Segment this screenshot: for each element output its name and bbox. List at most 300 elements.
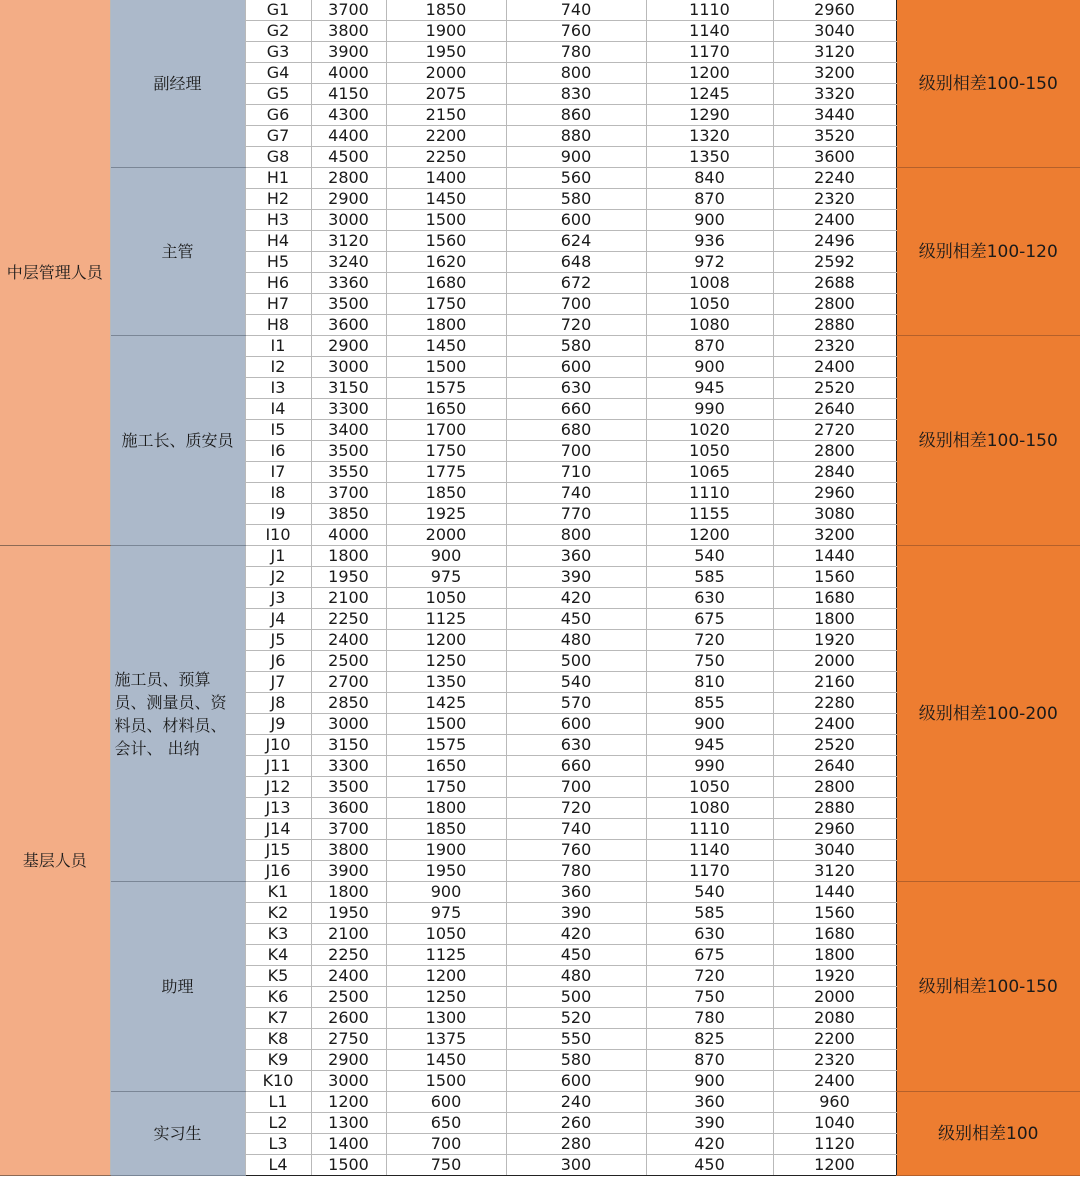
value-cell-3: 600 — [506, 357, 646, 378]
value-cell-3: 360 — [506, 882, 646, 903]
grade-cell: H6 — [245, 273, 311, 294]
value-cell-2: 1575 — [386, 735, 506, 756]
value-cell-3: 680 — [506, 420, 646, 441]
value-cell-2: 1200 — [386, 966, 506, 987]
value-cell-3: 880 — [506, 126, 646, 147]
value-cell-2: 1650 — [386, 399, 506, 420]
base-salary-cell: 3240 — [311, 252, 386, 273]
value-cell-2: 1750 — [386, 777, 506, 798]
base-salary-cell: 3700 — [311, 0, 386, 21]
base-salary-cell: 2400 — [311, 966, 386, 987]
value-cell-5: 1680 — [773, 924, 896, 945]
table-row — [0, 882, 1080, 903]
value-cell-5: 1200 — [773, 1155, 896, 1176]
base-salary-cell: 3700 — [311, 819, 386, 840]
grade-cell: K10 — [245, 1071, 311, 1092]
grade-cell: G7 — [245, 126, 311, 147]
grade-cell: G2 — [245, 21, 311, 42]
value-cell-3: 420 — [506, 588, 646, 609]
value-cell-2: 1500 — [386, 714, 506, 735]
value-cell-3: 300 — [506, 1155, 646, 1176]
value-cell-4: 1008 — [646, 273, 773, 294]
value-cell-5: 1680 — [773, 588, 896, 609]
value-cell-3: 800 — [506, 525, 646, 546]
grade-cell: G4 — [245, 63, 311, 84]
grade-cell: J12 — [245, 777, 311, 798]
value-cell-5: 1800 — [773, 945, 896, 966]
grade-cell: L4 — [245, 1155, 311, 1176]
value-cell-5: 3120 — [773, 861, 896, 882]
value-cell-4: 1350 — [646, 147, 773, 168]
value-cell-3: 390 — [506, 567, 646, 588]
value-cell-2: 2000 — [386, 63, 506, 84]
value-cell-3: 770 — [506, 504, 646, 525]
value-cell-4: 1110 — [646, 483, 773, 504]
value-cell-5: 2640 — [773, 756, 896, 777]
value-cell-3: 740 — [506, 483, 646, 504]
position-label: 实习生 — [110, 1092, 245, 1176]
grade-cell: J3 — [245, 588, 311, 609]
tier-label: 基层人员 — [0, 546, 110, 1176]
grade-difference-note: 级别相差100-150 — [896, 0, 1080, 168]
value-cell-2: 1560 — [386, 231, 506, 252]
value-cell-3: 450 — [506, 945, 646, 966]
value-cell-4: 720 — [646, 630, 773, 651]
base-salary-cell: 1950 — [311, 903, 386, 924]
position-label: 主管 — [110, 168, 245, 336]
value-cell-5: 2960 — [773, 819, 896, 840]
base-salary-cell: 3800 — [311, 21, 386, 42]
position-label: 施工员、预算员、测量员、资料员、材料员、会计、 出纳 — [110, 546, 245, 882]
table-row — [0, 546, 1080, 567]
value-cell-3: 660 — [506, 399, 646, 420]
value-cell-5: 2960 — [773, 0, 896, 21]
base-salary-cell: 2850 — [311, 693, 386, 714]
base-salary-cell: 3300 — [311, 756, 386, 777]
base-salary-cell: 2750 — [311, 1029, 386, 1050]
value-cell-5: 2240 — [773, 168, 896, 189]
grade-cell: I7 — [245, 462, 311, 483]
value-cell-3: 500 — [506, 987, 646, 1008]
base-salary-cell: 1800 — [311, 546, 386, 567]
value-cell-4: 990 — [646, 756, 773, 777]
grade-cell: K3 — [245, 924, 311, 945]
value-cell-3: 860 — [506, 105, 646, 126]
value-cell-5: 2800 — [773, 777, 896, 798]
grade-cell: H7 — [245, 294, 311, 315]
value-cell-2: 700 — [386, 1134, 506, 1155]
grade-cell: L2 — [245, 1113, 311, 1134]
base-salary-cell: 1200 — [311, 1092, 386, 1113]
base-salary-cell: 4000 — [311, 525, 386, 546]
value-cell-2: 2075 — [386, 84, 506, 105]
value-cell-3: 740 — [506, 819, 646, 840]
grade-cell: J15 — [245, 840, 311, 861]
value-cell-2: 1900 — [386, 840, 506, 861]
table-row — [0, 336, 1080, 357]
base-salary-cell: 3360 — [311, 273, 386, 294]
grade-cell: I3 — [245, 378, 311, 399]
value-cell-5: 2080 — [773, 1008, 896, 1029]
value-cell-3: 624 — [506, 231, 646, 252]
value-cell-4: 1050 — [646, 294, 773, 315]
tier-label: 中层管理人员 — [0, 0, 110, 546]
value-cell-2: 1350 — [386, 672, 506, 693]
value-cell-3: 560 — [506, 168, 646, 189]
base-salary-cell: 2100 — [311, 924, 386, 945]
value-cell-4: 990 — [646, 399, 773, 420]
value-cell-5: 1560 — [773, 903, 896, 924]
value-cell-3: 480 — [506, 630, 646, 651]
value-cell-4: 1080 — [646, 315, 773, 336]
grade-difference-note: 级别相差100-120 — [896, 168, 1080, 336]
value-cell-2: 900 — [386, 882, 506, 903]
grade-cell: I10 — [245, 525, 311, 546]
value-cell-4: 780 — [646, 1008, 773, 1029]
grade-cell: I2 — [245, 357, 311, 378]
value-cell-4: 1065 — [646, 462, 773, 483]
value-cell-5: 2840 — [773, 462, 896, 483]
value-cell-5: 3200 — [773, 525, 896, 546]
value-cell-4: 585 — [646, 903, 773, 924]
value-cell-4: 675 — [646, 945, 773, 966]
base-salary-cell: 2250 — [311, 609, 386, 630]
value-cell-4: 855 — [646, 693, 773, 714]
value-cell-5: 2320 — [773, 336, 896, 357]
value-cell-5: 2800 — [773, 294, 896, 315]
grade-cell: H2 — [245, 189, 311, 210]
base-salary-cell: 3000 — [311, 714, 386, 735]
value-cell-3: 600 — [506, 1071, 646, 1092]
value-cell-2: 975 — [386, 903, 506, 924]
value-cell-4: 870 — [646, 1050, 773, 1071]
value-cell-3: 450 — [506, 609, 646, 630]
value-cell-5: 1040 — [773, 1113, 896, 1134]
grade-cell: I6 — [245, 441, 311, 462]
value-cell-5: 3520 — [773, 126, 896, 147]
value-cell-4: 1050 — [646, 777, 773, 798]
value-cell-2: 1500 — [386, 1071, 506, 1092]
value-cell-2: 1850 — [386, 0, 506, 21]
value-cell-5: 2520 — [773, 735, 896, 756]
value-cell-3: 500 — [506, 651, 646, 672]
value-cell-5: 2400 — [773, 1071, 896, 1092]
value-cell-5: 3320 — [773, 84, 896, 105]
value-cell-3: 260 — [506, 1113, 646, 1134]
grade-cell: J14 — [245, 819, 311, 840]
value-cell-4: 1080 — [646, 798, 773, 819]
base-salary-cell: 2500 — [311, 987, 386, 1008]
grade-cell: H3 — [245, 210, 311, 231]
position-label: 施工长、质安员 — [110, 336, 245, 546]
value-cell-3: 550 — [506, 1029, 646, 1050]
base-salary-cell: 2900 — [311, 336, 386, 357]
value-cell-5: 2520 — [773, 378, 896, 399]
value-cell-4: 900 — [646, 714, 773, 735]
value-cell-5: 3200 — [773, 63, 896, 84]
value-cell-4: 630 — [646, 924, 773, 945]
value-cell-4: 972 — [646, 252, 773, 273]
grade-difference-note: 级别相差100-200 — [896, 546, 1080, 882]
value-cell-2: 2200 — [386, 126, 506, 147]
value-cell-2: 1500 — [386, 357, 506, 378]
value-cell-3: 672 — [506, 273, 646, 294]
value-cell-2: 1450 — [386, 336, 506, 357]
value-cell-2: 900 — [386, 546, 506, 567]
value-cell-5: 1560 — [773, 567, 896, 588]
base-salary-cell: 2600 — [311, 1008, 386, 1029]
grade-cell: K7 — [245, 1008, 311, 1029]
grade-cell: I5 — [245, 420, 311, 441]
value-cell-3: 570 — [506, 693, 646, 714]
value-cell-4: 1320 — [646, 126, 773, 147]
value-cell-4: 936 — [646, 231, 773, 252]
grade-cell: G3 — [245, 42, 311, 63]
value-cell-2: 1775 — [386, 462, 506, 483]
value-cell-3: 740 — [506, 0, 646, 21]
base-salary-cell: 2250 — [311, 945, 386, 966]
value-cell-4: 1110 — [646, 0, 773, 21]
grade-cell: J6 — [245, 651, 311, 672]
value-cell-4: 750 — [646, 651, 773, 672]
value-cell-3: 390 — [506, 903, 646, 924]
value-cell-2: 1125 — [386, 945, 506, 966]
value-cell-4: 1170 — [646, 861, 773, 882]
value-cell-4: 1140 — [646, 21, 773, 42]
value-cell-5: 2960 — [773, 483, 896, 504]
grade-cell: H4 — [245, 231, 311, 252]
value-cell-5: 2880 — [773, 315, 896, 336]
value-cell-2: 1375 — [386, 1029, 506, 1050]
value-cell-2: 600 — [386, 1092, 506, 1113]
value-cell-2: 1450 — [386, 1050, 506, 1071]
grade-cell: K6 — [245, 987, 311, 1008]
value-cell-2: 1125 — [386, 609, 506, 630]
grade-cell: J16 — [245, 861, 311, 882]
base-salary-cell: 3600 — [311, 798, 386, 819]
value-cell-2: 750 — [386, 1155, 506, 1176]
value-cell-3: 600 — [506, 210, 646, 231]
value-cell-2: 1950 — [386, 42, 506, 63]
base-salary-cell: 3120 — [311, 231, 386, 252]
value-cell-4: 540 — [646, 546, 773, 567]
value-cell-5: 2320 — [773, 189, 896, 210]
base-salary-cell: 4300 — [311, 105, 386, 126]
value-cell-4: 1020 — [646, 420, 773, 441]
grade-cell: J5 — [245, 630, 311, 651]
grade-cell: H8 — [245, 315, 311, 336]
value-cell-3: 580 — [506, 189, 646, 210]
base-salary-cell: 3900 — [311, 42, 386, 63]
value-cell-2: 1200 — [386, 630, 506, 651]
grade-cell: G5 — [245, 84, 311, 105]
value-cell-3: 580 — [506, 1050, 646, 1071]
value-cell-4: 540 — [646, 882, 773, 903]
value-cell-4: 870 — [646, 336, 773, 357]
value-cell-5: 3440 — [773, 105, 896, 126]
value-cell-2: 2000 — [386, 525, 506, 546]
base-salary-cell: 3000 — [311, 1071, 386, 1092]
value-cell-5: 2720 — [773, 420, 896, 441]
value-cell-2: 2250 — [386, 147, 506, 168]
value-cell-3: 580 — [506, 336, 646, 357]
base-salary-cell: 4500 — [311, 147, 386, 168]
base-salary-cell: 1950 — [311, 567, 386, 588]
grade-cell: J1 — [245, 546, 311, 567]
value-cell-3: 360 — [506, 546, 646, 567]
value-cell-4: 1245 — [646, 84, 773, 105]
value-cell-3: 420 — [506, 924, 646, 945]
value-cell-3: 648 — [506, 252, 646, 273]
grade-cell: G6 — [245, 105, 311, 126]
grade-cell: J11 — [245, 756, 311, 777]
grade-cell: K9 — [245, 1050, 311, 1071]
value-cell-5: 2000 — [773, 987, 896, 1008]
value-cell-2: 1850 — [386, 483, 506, 504]
value-cell-2: 1050 — [386, 588, 506, 609]
grade-cell: I4 — [245, 399, 311, 420]
value-cell-2: 1425 — [386, 693, 506, 714]
base-salary-cell: 2900 — [311, 189, 386, 210]
value-cell-2: 1050 — [386, 924, 506, 945]
value-cell-5: 2400 — [773, 357, 896, 378]
table-row — [0, 1092, 1080, 1113]
grade-cell: K1 — [245, 882, 311, 903]
value-cell-3: 630 — [506, 378, 646, 399]
value-cell-2: 2150 — [386, 105, 506, 126]
grade-cell: K8 — [245, 1029, 311, 1050]
grade-difference-note: 级别相差100-150 — [896, 882, 1080, 1092]
value-cell-4: 1155 — [646, 504, 773, 525]
value-cell-4: 810 — [646, 672, 773, 693]
base-salary-cell: 1400 — [311, 1134, 386, 1155]
value-cell-4: 360 — [646, 1092, 773, 1113]
base-salary-cell: 3500 — [311, 777, 386, 798]
value-cell-5: 3040 — [773, 21, 896, 42]
value-cell-2: 1500 — [386, 210, 506, 231]
value-cell-4: 900 — [646, 1071, 773, 1092]
value-cell-4: 870 — [646, 189, 773, 210]
grade-cell: J9 — [245, 714, 311, 735]
grade-cell: J4 — [245, 609, 311, 630]
value-cell-3: 780 — [506, 42, 646, 63]
value-cell-4: 900 — [646, 210, 773, 231]
value-cell-5: 1920 — [773, 966, 896, 987]
value-cell-3: 700 — [506, 294, 646, 315]
value-cell-4: 1200 — [646, 63, 773, 84]
value-cell-4: 630 — [646, 588, 773, 609]
value-cell-2: 1800 — [386, 798, 506, 819]
value-cell-3: 700 — [506, 777, 646, 798]
value-cell-3: 800 — [506, 63, 646, 84]
grade-cell: K5 — [245, 966, 311, 987]
grade-cell: J13 — [245, 798, 311, 819]
base-salary-cell: 3600 — [311, 315, 386, 336]
base-salary-cell: 3150 — [311, 378, 386, 399]
base-salary-cell: 1500 — [311, 1155, 386, 1176]
value-cell-2: 1750 — [386, 441, 506, 462]
value-cell-4: 1140 — [646, 840, 773, 861]
value-cell-4: 945 — [646, 378, 773, 399]
value-cell-5: 3080 — [773, 504, 896, 525]
value-cell-3: 630 — [506, 735, 646, 756]
value-cell-4: 675 — [646, 609, 773, 630]
base-salary-cell: 3800 — [311, 840, 386, 861]
base-salary-cell: 4000 — [311, 63, 386, 84]
table-row — [0, 168, 1080, 189]
value-cell-4: 720 — [646, 966, 773, 987]
value-cell-5: 2320 — [773, 1050, 896, 1071]
grade-cell: K4 — [245, 945, 311, 966]
grade-cell: J7 — [245, 672, 311, 693]
value-cell-5: 1440 — [773, 882, 896, 903]
value-cell-2: 1400 — [386, 168, 506, 189]
value-cell-2: 650 — [386, 1113, 506, 1134]
value-cell-4: 1050 — [646, 441, 773, 462]
value-cell-3: 240 — [506, 1092, 646, 1113]
value-cell-2: 1680 — [386, 273, 506, 294]
value-cell-2: 1650 — [386, 756, 506, 777]
base-salary-cell: 3700 — [311, 483, 386, 504]
value-cell-5: 960 — [773, 1092, 896, 1113]
value-cell-3: 780 — [506, 861, 646, 882]
value-cell-3: 520 — [506, 1008, 646, 1029]
value-cell-3: 760 — [506, 21, 646, 42]
grade-cell: K2 — [245, 903, 311, 924]
value-cell-5: 2160 — [773, 672, 896, 693]
grade-cell: I1 — [245, 336, 311, 357]
base-salary-cell: 3000 — [311, 357, 386, 378]
base-salary-cell: 3550 — [311, 462, 386, 483]
grade-cell: H1 — [245, 168, 311, 189]
value-cell-2: 1750 — [386, 294, 506, 315]
value-cell-4: 1290 — [646, 105, 773, 126]
value-cell-2: 1950 — [386, 861, 506, 882]
value-cell-5: 2496 — [773, 231, 896, 252]
grade-difference-note: 级别相差100 — [896, 1092, 1080, 1176]
value-cell-4: 585 — [646, 567, 773, 588]
value-cell-2: 1450 — [386, 189, 506, 210]
value-cell-5: 2200 — [773, 1029, 896, 1050]
value-cell-2: 1300 — [386, 1008, 506, 1029]
base-salary-cell: 4150 — [311, 84, 386, 105]
value-cell-2: 1620 — [386, 252, 506, 273]
value-cell-2: 1925 — [386, 504, 506, 525]
value-cell-3: 720 — [506, 315, 646, 336]
base-salary-cell: 4400 — [311, 126, 386, 147]
value-cell-4: 900 — [646, 357, 773, 378]
value-cell-4: 840 — [646, 168, 773, 189]
value-cell-4: 1200 — [646, 525, 773, 546]
position-label: 副经理 — [110, 0, 245, 168]
value-cell-2: 1800 — [386, 315, 506, 336]
value-cell-4: 945 — [646, 735, 773, 756]
value-cell-5: 1800 — [773, 609, 896, 630]
value-cell-3: 710 — [506, 462, 646, 483]
value-cell-5: 2000 — [773, 651, 896, 672]
grade-cell: J2 — [245, 567, 311, 588]
value-cell-3: 830 — [506, 84, 646, 105]
base-salary-cell: 3850 — [311, 504, 386, 525]
value-cell-5: 2280 — [773, 693, 896, 714]
value-cell-5: 1440 — [773, 546, 896, 567]
value-cell-2: 1900 — [386, 21, 506, 42]
value-cell-5: 2880 — [773, 798, 896, 819]
value-cell-4: 1110 — [646, 819, 773, 840]
base-salary-cell: 3500 — [311, 294, 386, 315]
position-label: 助理 — [110, 882, 245, 1092]
value-cell-5: 3120 — [773, 42, 896, 63]
